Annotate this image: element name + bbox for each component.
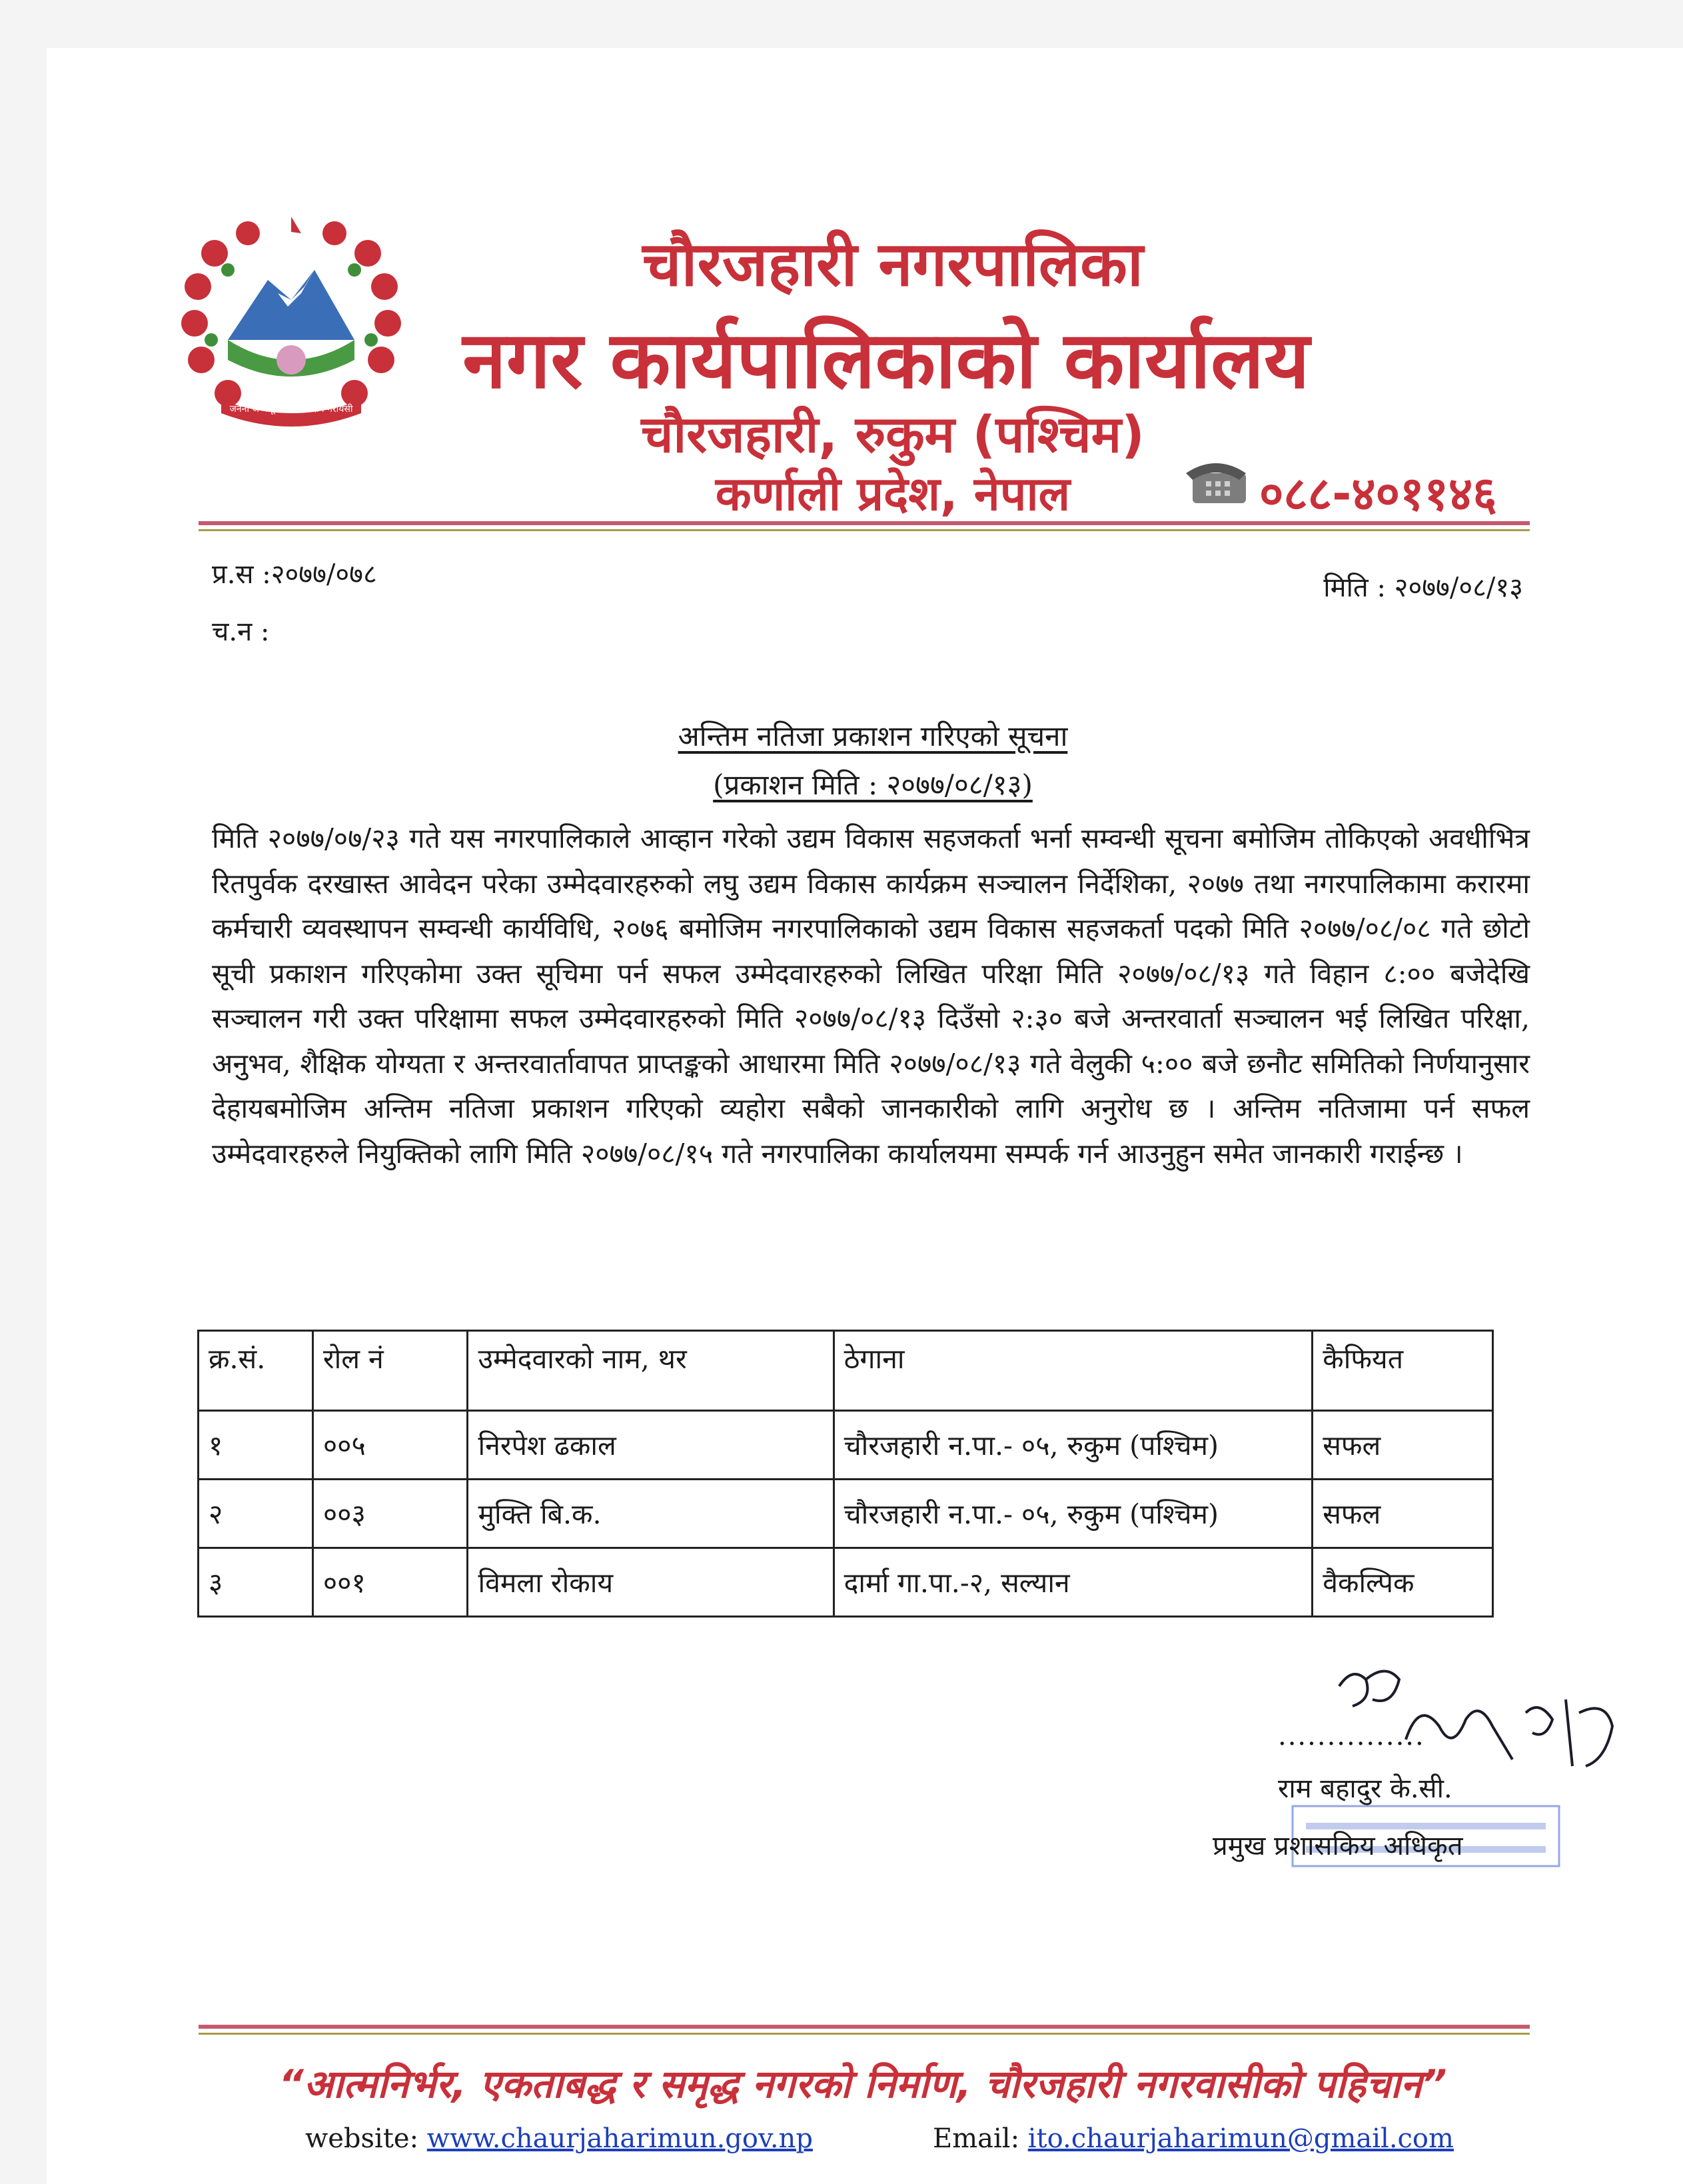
website-label: website: <box>305 2123 427 2154</box>
nepal-emblem-icon <box>175 207 408 440</box>
cell-address: चौरजहारी न.पा.- ०५, रुकुम (पश्चिम) <box>834 1480 1313 1548</box>
signatory-title: प्रमुख प्रशासकिय अधिकृत <box>1213 1831 1463 1861</box>
emblem-motto: जननी जन्मभूमिश्च स्वर्गादपि गरीयसी <box>229 404 353 415</box>
cell-roll: ००३ <box>312 1480 468 1548</box>
cell-name: निरपेश ढकाल <box>468 1411 834 1480</box>
cell-remarks: सफल <box>1313 1411 1493 1480</box>
cell-name: विमला रोकाय <box>468 1548 834 1617</box>
footer-email <box>933 2123 1454 2154</box>
email-link[interactable]: ito.chaurjaharimun@gmail.com <box>1027 2123 1454 2154</box>
email-label: Email: <box>933 2123 1028 2154</box>
notice-title: अन्तिम नतिजा प्रकाशन गरिएको सूचना <box>678 720 1068 752</box>
footer-website <box>305 2123 813 2154</box>
signature-line: ............... <box>1278 1721 1425 1751</box>
table-row <box>199 1411 1493 1480</box>
document-date: मिति : २०७७/०८/१३ <box>1323 572 1523 603</box>
footer-slogan: “आत्मनिर्भर, एकताबद्ध र समृद्ध नगरको निर्माण, चौरजहारी नगरवासीको पहिचान” <box>279 2061 1447 2107</box>
footer-divider <box>199 2025 1530 2029</box>
cell-serial: ३ <box>199 1548 313 1617</box>
header-divider <box>199 521 1530 525</box>
notice-body: मिति २०७७/०७/२३ गते यस नगरपालिकाले आव्हान गरेको उद्यम विकास सहजकर्ता भर्ना सम्वन्धी सूचना बमोजिम तोकिएको अवधीभित्र रितपुर्वक दरखास्त आवेदन परेका उम्मेदवारहरुको लघु उद्यम विकास कार्यक्रम सञ्चालन निर्देशिका, २०७७ तथा नगरपालिकामा करारमा कर्मचारी व्यवस्थापन सम्वन्धी कार्यविधि, २०७६ बमोजिम नगरपालिकाको उद्यम विकास सहजकर्ता पदको मिति २०७७/०८/०८ गते छोटो सूची प्रकाशन गरिएकोमा उक्त सूचिमा पर्न सफल उम्मेदवारहरुको लिखित परिक्षा मिति २०७७/०८/१३ गते विहान ८:०० बजेदेखि सञ्चालन गरी उक्त परिक्षामा सफल उम्मेदवारहरुको मिति २०७७/०८/१३ दिउँसो २:३० बजे अन्तरवार्ता सञ्चालन भई लिखित परिक्षा, अनुभव, शैक्षिक योग्यता र अन्तरवार्तावापत प्राप्तङ्कको आधारमा मिति २०७७/०८/१३ गते वेलुकी ५:०० बजे छनौट समितिको निर्णयानुसार देहायबमोजिम अन्तिम नतिजा प्रकाशन गरिएको व्यहोरा सबैको जानकारीको लागि अनुरोध छ । अन्तिम नतिजामा पर्न सफल उम्मेदवारहरुले नियुक्तिको लागि मिति २०७७/०८/१५ गते नगरपालिका कार्यालयमा सम्पर्क गर्न आउनुहुन समेत जानकारी गराईन्छ । <box>212 822 1530 1170</box>
footer-divider-thin <box>199 2033 1530 2035</box>
website-link[interactable]: www.chaurjaharimun.gov.np <box>426 2123 813 2154</box>
cell-address: चौरजहारी न.पा.- ०५, रुकुम (पश्चिम) <box>834 1411 1313 1480</box>
cell-serial: १ <box>199 1411 313 1480</box>
header-location: चौरजहारी, रुकुम (पश्चिम) <box>641 405 1145 464</box>
results-table <box>197 1330 1494 1618</box>
cell-roll: ००५ <box>312 1411 468 1480</box>
cell-address: दार्मा गा.पा.-२, सल्यान <box>834 1548 1313 1617</box>
header-province: कर्णाली प्रदेश, नेपाल <box>715 467 1071 521</box>
cell-remarks: सफल <box>1313 1480 1493 1548</box>
col-header-address: ठेगाना <box>834 1331 1313 1411</box>
telephone-icon <box>1179 453 1253 507</box>
notice-publish-date: (प्रकाशन मिति : २०७७/०८/१३) <box>713 768 1033 801</box>
table-row <box>199 1480 1493 1548</box>
header-municipality-name: चौरजहारी नगरपालिका <box>642 229 1143 300</box>
header-phone-number: ०८८-४०११४६ <box>1259 467 1497 521</box>
signatory-name: राम बहादुर के.सी. <box>1278 1773 1452 1804</box>
cell-roll: ००१ <box>312 1548 468 1617</box>
cell-name: मुक्ति बि.क. <box>468 1480 834 1548</box>
col-header-serial: क्र.सं. <box>199 1331 313 1411</box>
col-header-name: उम्मेदवारको नाम, थर <box>468 1331 834 1411</box>
dispatch-number: च.न : <box>212 616 270 647</box>
reference-number: प्र.स :२०७७/०७८ <box>212 559 377 590</box>
table-header-row <box>199 1331 1493 1411</box>
col-header-roll: रोल नं <box>312 1331 468 1411</box>
header-divider-thin <box>199 529 1530 531</box>
cell-remarks: वैकल्पिक <box>1313 1548 1493 1617</box>
table-row <box>199 1548 1493 1617</box>
cell-serial: २ <box>199 1480 313 1548</box>
col-header-remarks: कैफियत <box>1313 1331 1493 1411</box>
header-office-name: नगर कार्यपालिकाको कार्यालय <box>462 314 1310 406</box>
